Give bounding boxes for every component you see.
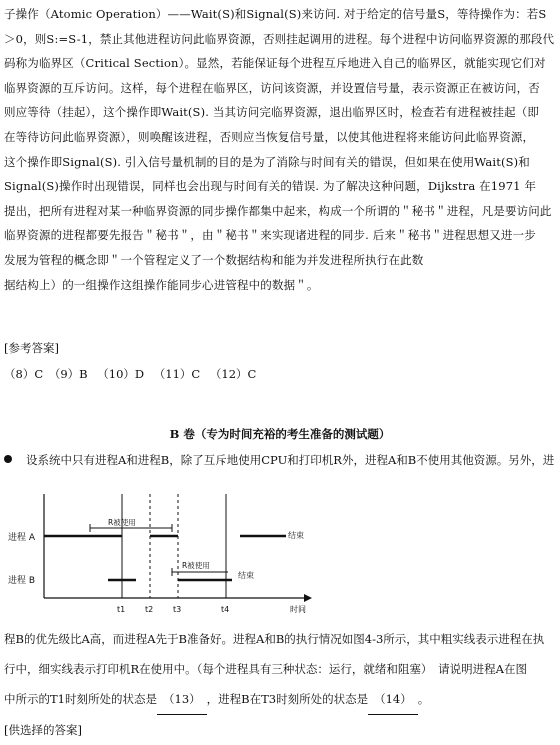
main-paragraph bbox=[4, 2, 554, 297]
paragraph-line: 临界资源的互斥访问。这样，每个进程在临界区，访问该资源，并设置信号量，表示资源正在被访问，否 bbox=[4, 80, 540, 95]
question-intro bbox=[4, 452, 554, 468]
section-b-title: B 卷（专为时间充裕的考生准备的测试题） bbox=[169, 427, 391, 441]
process-b-label: 进程 B bbox=[8, 576, 36, 586]
tick-label-t1: t1 bbox=[117, 605, 126, 614]
paragraph-line: 这个操作即Signal(S). 引入信号量机制的目的是为了消除与时间有关的错误，但如果在使用Wait(S)和 bbox=[4, 154, 530, 169]
time-axis-label: 时间 bbox=[290, 605, 306, 614]
paragraph-line: 码称为临界区（Critical Section）。显然，若能保证每个进程互斥地进入自己的临界区，就能实现它们对 bbox=[4, 56, 546, 71]
paragraph-line: Signal(S)操作时出现错误，同样也会出现与时间有关的错误. 为了解决这种问题，Dijkstra 在1971 年 bbox=[4, 179, 537, 194]
paragraph-line: 子操作（Atomic Operation）——Wait(S)和Signal(S)来访问. 对于给定的信号量S，等待操作为：若S bbox=[4, 7, 547, 21]
reference-answers: （8）C （9）B （10）D （11）C （12）C bbox=[4, 367, 257, 381]
continuation-line-1: 程B的优先级比A高，而进程A先于B准备好。进程A和B的执行情况如图4-3所示，其中粗实线表示进程在执 bbox=[4, 632, 545, 646]
process-a-printer-label: R被使用 bbox=[108, 518, 136, 527]
continuation-line-2: 行中，细实线表示打印机R在使用中。（每个进程具有三种状态：运行，就绪和阻塞） 请说明进程A在图 bbox=[4, 662, 527, 676]
paragraph-line: 在等待访问此临界资源），则唤醒该进程，否则应当恢复信号量，以使其他进程将来能访问此临界资源， bbox=[4, 129, 535, 144]
x-axis-arrow-icon bbox=[304, 594, 312, 602]
paragraph-line: 提出，把所有进程对某一种临界资源的同步操作都集中起来，构成一个所谓的＂秘书＂进程，凡是要访问此 bbox=[4, 203, 552, 218]
paragraph-line: ＞0，则S:=S-1，禁止其他进程访问此临界资源，否则挂起调用的进程。每个进程中访问临界资源的那段代 bbox=[4, 31, 554, 46]
question-start-text: 设系统中只有进程A和进程B，除了互斥地使用CPU和打印机R外，进程A和B不使用其他资源。另外，进 bbox=[26, 453, 555, 467]
process-a-label: 进程 A bbox=[8, 533, 36, 543]
paragraph-line: 发展为管程的概念即＂一个管程定义了一个数据结构和能为并发进程所执行在此数 bbox=[4, 252, 424, 267]
tick-label-t3: t3 bbox=[173, 605, 182, 614]
paragraph-line: 临界资源的进程都要先报告＂秘书＂，由＂秘书＂来实现诸进程的同步. 后来＂秘书＂进程思想又进一步 bbox=[4, 228, 536, 243]
process-b-printer-label: R被使用 bbox=[182, 561, 210, 570]
answer-blank-13[interactable]: （13） bbox=[157, 684, 207, 715]
answer-blank-14[interactable]: （14） bbox=[368, 684, 418, 715]
line3-end: 。 bbox=[417, 692, 430, 706]
continuation-line-3 bbox=[4, 684, 554, 715]
question-continuation bbox=[4, 624, 554, 745]
paragraph-line: 则应等待（挂起），这个操作即Wait(S). 当其访问完临界资源，退出临界区时，检查若有进程被挂起（即 bbox=[4, 105, 540, 120]
process-a-end-label: 结束 bbox=[288, 531, 304, 540]
options-label: [供选择的答案] bbox=[4, 723, 82, 737]
paragraph-line: 据结构上）的一组操作这组操作能同步心进管程中的数据＂。 bbox=[4, 277, 319, 292]
line3-prefix: 中所示的T1时刻所处的状态是 bbox=[4, 692, 157, 706]
bullet-icon bbox=[4, 455, 12, 463]
line3-mid: ，进程B在T3时刻所处的状态是 bbox=[206, 692, 369, 706]
reference-answer-label: [参考答案] bbox=[4, 341, 59, 355]
tick-label-t2: t2 bbox=[145, 605, 154, 614]
process-b-end-label: 结束 bbox=[238, 571, 254, 580]
tick-label-t4: t4 bbox=[221, 605, 230, 614]
process-timing-figure bbox=[4, 488, 324, 620]
